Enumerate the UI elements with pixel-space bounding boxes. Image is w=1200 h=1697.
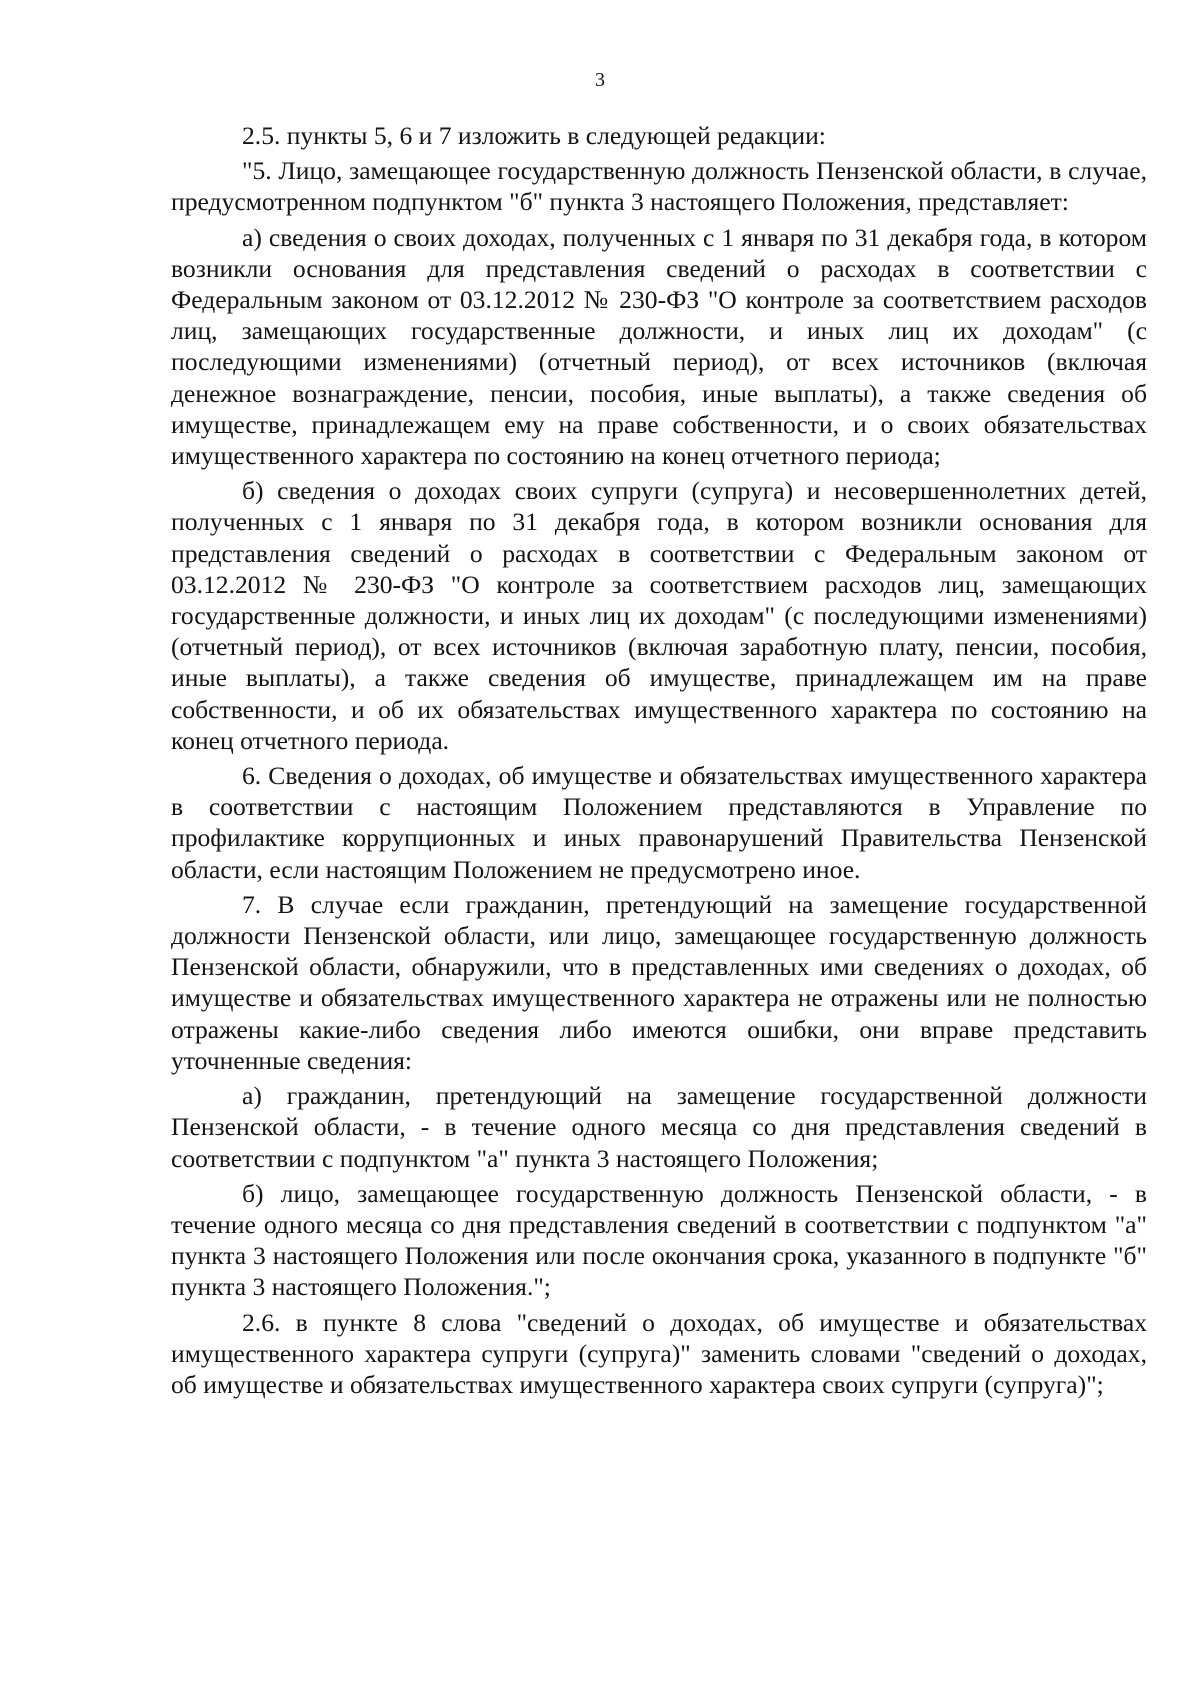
paragraph-item-7: 7. В случае если гражданин, претендующий на замещение государственной должности Пензенской области, или лицо, замещающее государственную должность Пензенской области, обнаружили, что в представленных ими сведениях о доходах, об имуществе и обязательствах имущественного характера не отражены или не полностью отражены какие-либо сведения либо имеются ошибки, они вправе представить уточненные сведения: bbox=[171, 889, 1147, 1075]
paragraph-item-5-b: б) сведения о доходах своих супруги (супруга) и несовершеннолетних детей, полученных с 1 января по 31 декабря года, в котором возникли основания для представления сведений о расходах в соответствии с Федеральным законом от 03.12.2012 № 230-ФЗ "О контроле за соответствием расходов лиц, замещающих государственные должности, и иных лиц их доходам" (с последующими изменениями) (отчетный период), от всех источников (включая заработную плату, пенсии, пособия, иные выплаты), а также сведения об имуществе, принадлежащем им на праве собственности, и об их обязательствах имущественного характера по состоянию на конец отчетного периода. bbox=[171, 476, 1147, 755]
paragraph-item-6: 6. Сведения о доходах, об имуществе и обязательствах имущественного характера в соответствии с настоящим Положением представляются в Управление по профилактике коррупционных и иных правонарушений Правительства Пензенской области, если настоящим Положением не предусмотрено иное. bbox=[171, 761, 1147, 884]
paragraph-item-7-a: а) гражданин, претендующий на замещение государственной должности Пензенской области, - в течение одного месяца со дня представления сведений в соответствии с подпунктом "а" пункта 3 настоящего Положения; bbox=[171, 1081, 1147, 1173]
paragraph-2-6: 2.6. в пункте 8 слова "сведений о доходах, об имуществе и обязательствах имущественного характера супруги (супруга)" заменить словами "сведений о доходах, об имуществе и обязательствах имущественного характера своих супруги (супруга)"; bbox=[171, 1307, 1147, 1399]
paragraph-item-5: "5. Лицо, замещающее государственную должность Пензенской области, в случае, предусмотренном подпунктом "б" пункта 3 настоящего Положения, представляет: bbox=[171, 156, 1147, 217]
paragraph-item-5-a: а) сведения о своих доходах, полученных с 1 января по 31 декабря года, в котором возникли основания для представления сведений о расходах в соответствии с Федеральным законом от 03.12.2012 № 230-ФЗ "О контроле за соответствием расходов лиц, замещающих государственные должности, и иных лиц их доходам" (с последующими изменениями) (отчетный период), от всех источников (включая денежное вознаграждение, пенсии, пособия, иные выплаты), а также сведения об имуществе, принадлежащем ему на праве собственности, и о своих обязательствах имущественного характера по состоянию на конец отчетного периода; bbox=[171, 222, 1147, 471]
document-body bbox=[171, 120, 1147, 1404]
paragraph-2-5: 2.5. пункты 5, 6 и 7 изложить в следующей редакции: bbox=[242, 121, 826, 150]
paragraph-item-7-b: б) лицо, замещающее государственную должность Пензенской области, - в течение одного месяца со дня представления сведений в соответствии с подпунктом "а" пункта 3 настоящего Положения или после окончания срока, указанного в подпункте "б" пункта 3 настоящего Положения."; bbox=[171, 1178, 1147, 1302]
page-number: 3 bbox=[595, 69, 605, 91]
